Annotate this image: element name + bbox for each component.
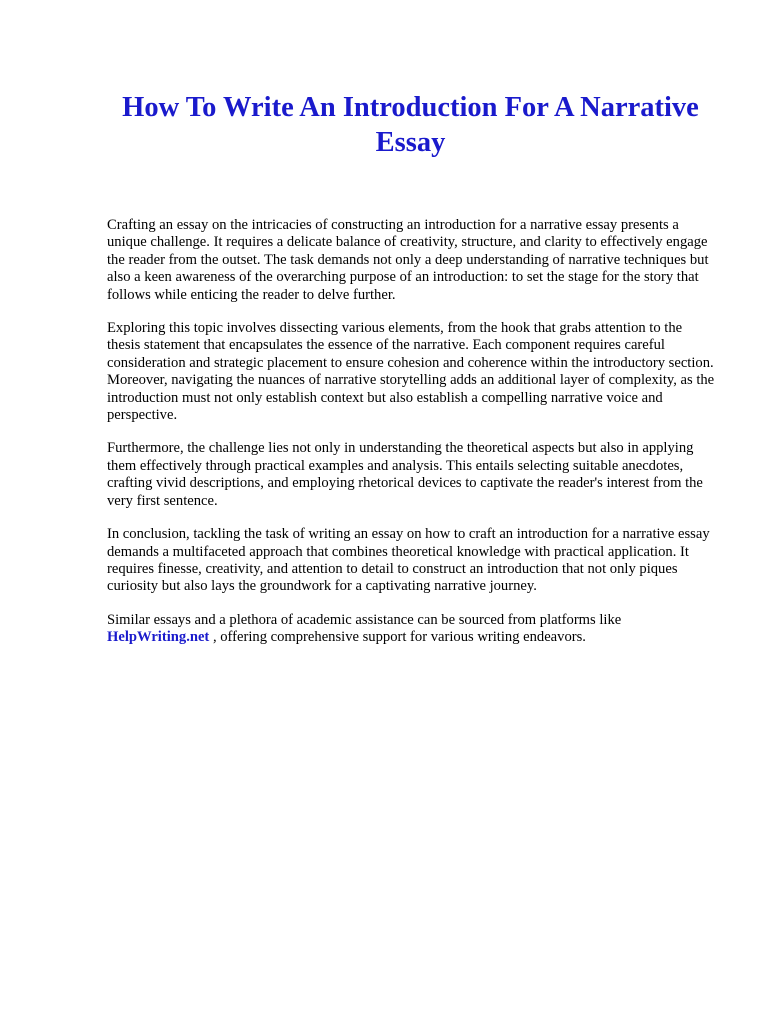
paragraph-2: Exploring this topic involves dissecting various elements, from the hook that grabs attention to the thesis statement that encapsulates the essence of the narrative. Each component requires careful consideration and strategic placement to ensure cohesion and coherence within the introductory section. Moreover, navigating the nuances of narrative storytelling adds an additional layer of complexity, as the introduction must not only establish context but also establish a compelling narrative voice and perspective. [107,320,715,424]
document-body [107,217,715,663]
paragraph-4: In conclusion, tackling the task of writing an essay on how to craft an introduction for a narrative essay demands a multifaceted approach that combines theoretical knowledge with practical application. It requires finesse, creativity, and attention to detail to construct an introduction that not only piques curiosity but also lays the groundwork for a captivating narrative journey. [107,526,710,595]
closing-text-before-link: Similar essays and a plethora of academic assistance can be sourced from platforms like [107,611,622,628]
page-title: How To Write An Introduction For A Narrative Essay [122,92,699,158]
closing-paragraph [107,612,715,647]
helpwriting-link[interactable]: HelpWriting.net [107,629,210,646]
paragraph-1: Crafting an essay on the intricacies of constructing an introduction for a narrative essay presents a unique challenge. It requires a delicate balance of creativity, structure, and clarity to effectively engage the reader from the outset. The task demands not only a deep understanding of narrative techniques but also a keen awareness of the overarching purpose of an introduction: to set the stage for the story that follows while enticing the reader to delve further. [107,217,709,303]
paragraph-3: Furthermore, the challenge lies not only in understanding the theoretical aspects but also in applying them effectively through practical examples and analysis. This entails selecting suitable anecdotes, crafting vivid descriptions, and employing rhetorical devices to captivate the reader's interest from the very first sentence. [107,440,703,509]
closing-text-after-link: , offering comprehensive support for various writing endeavors. [212,629,586,646]
